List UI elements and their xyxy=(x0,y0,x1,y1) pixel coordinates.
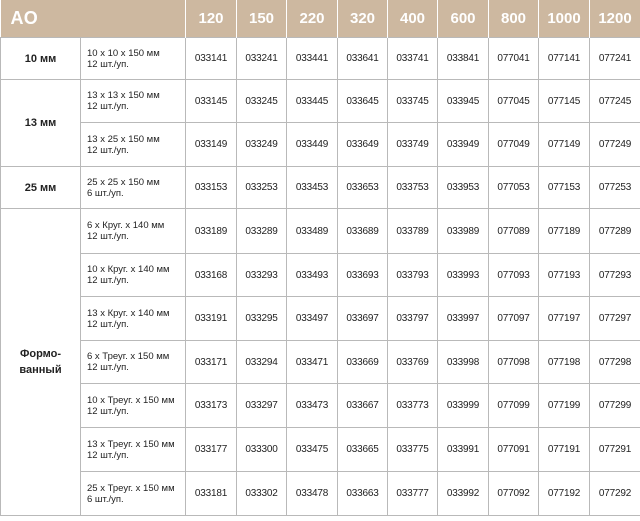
product-code-cell: 033693 xyxy=(338,254,388,297)
product-code-cell: 033145 xyxy=(186,80,237,123)
product-code-cell: 077241 xyxy=(590,38,640,80)
product-size: 25 x Треуг. x 150 мм xyxy=(87,482,175,494)
table-row xyxy=(1,384,640,428)
product-size: 10 x Круг. x 140 мм xyxy=(87,264,170,275)
product-code-cell: 033493 xyxy=(287,254,338,297)
product-code-cell: 077293 xyxy=(590,254,640,297)
table-row xyxy=(1,123,640,167)
pack-quantity: 12 шт./уп. xyxy=(87,405,129,417)
table-row xyxy=(1,209,640,254)
pack-quantity: 6 шт./уп. xyxy=(87,493,124,505)
product-code-cell: 033173 xyxy=(186,384,237,428)
product-code-cell: 033191 xyxy=(186,297,237,341)
product-code-cell: 033473 xyxy=(287,384,338,428)
product-code-cell: 033300 xyxy=(237,428,287,472)
product-code-cell: 033653 xyxy=(338,167,388,209)
column-header: 400 xyxy=(388,0,438,38)
product-code-cell: 077298 xyxy=(590,341,640,384)
product-code-cell: 033773 xyxy=(388,384,438,428)
product-code-cell: 033753 xyxy=(388,167,438,209)
product-code-cell: 033294 xyxy=(237,341,287,384)
product-description xyxy=(81,209,186,254)
product-code-cell: 077199 xyxy=(539,384,590,428)
product-code-cell: 033649 xyxy=(338,123,388,167)
product-code-cell: 033177 xyxy=(186,428,237,472)
table-row xyxy=(1,80,640,123)
product-code-cell: 033293 xyxy=(237,254,287,297)
product-code-cell: 033775 xyxy=(388,428,438,472)
product-size: 10 x Треуг. x 150 мм xyxy=(87,394,175,406)
product-code-cell: 033153 xyxy=(186,167,237,209)
group-label: 25 мм xyxy=(1,167,81,209)
product-description xyxy=(81,384,186,428)
product-code-cell: 033745 xyxy=(388,80,438,123)
product-code-cell: 033189 xyxy=(186,209,237,254)
pack-quantity: 12 шт./уп. xyxy=(87,58,129,70)
column-header: 320 xyxy=(338,0,388,38)
group-label-line: Формо- xyxy=(19,348,62,360)
product-code-cell: 033168 xyxy=(186,254,237,297)
product-code-cell: 033475 xyxy=(287,428,338,472)
product-code-cell: 077145 xyxy=(539,80,590,123)
product-code-cell: 033953 xyxy=(438,167,489,209)
table-row xyxy=(1,297,640,341)
product-code-cell: 033253 xyxy=(237,167,287,209)
product-code-cell: 033441 xyxy=(287,38,338,80)
product-code-cell: 077049 xyxy=(489,123,539,167)
product-code-cell: 033797 xyxy=(388,297,438,341)
product-size: 6 x Круг. x 140 мм xyxy=(87,220,165,231)
product-code-cell: 077192 xyxy=(539,472,590,516)
product-code-cell: 033149 xyxy=(186,123,237,167)
product-code-cell: 033245 xyxy=(237,80,287,123)
product-code-cell: 077097 xyxy=(489,297,539,341)
product-code-cell: 033949 xyxy=(438,123,489,167)
group-label: 10 мм xyxy=(1,38,81,80)
product-code-cell: 077253 xyxy=(590,167,640,209)
product-code-cell: 077297 xyxy=(590,297,640,341)
product-code-cell: 033445 xyxy=(287,80,338,123)
product-description xyxy=(81,38,186,80)
product-code-cell: 033999 xyxy=(438,384,489,428)
group-label-line: ванный xyxy=(19,364,62,376)
product-code-cell: 077149 xyxy=(539,123,590,167)
pack-quantity: 12 шт./уп. xyxy=(87,275,129,286)
product-description xyxy=(81,297,186,341)
column-header: 220 xyxy=(287,0,338,38)
product-size: 13 x 13 x 150 мм xyxy=(87,90,160,101)
product-code-cell: 033667 xyxy=(338,384,388,428)
product-code-cell: 033991 xyxy=(438,428,489,472)
product-size: 13 x Круг. x 140 мм xyxy=(87,307,170,319)
table-title: АО xyxy=(1,0,186,38)
product-code-cell: 033171 xyxy=(186,341,237,384)
product-code-cell: 077091 xyxy=(489,428,539,472)
product-code-cell: 033453 xyxy=(287,167,338,209)
pack-quantity: 12 шт./уп. xyxy=(87,318,129,330)
product-code-cell: 033997 xyxy=(438,297,489,341)
header-row xyxy=(1,0,640,38)
product-code-cell: 077053 xyxy=(489,167,539,209)
pack-quantity: 6 шт./уп. xyxy=(87,187,124,199)
pack-quantity: 12 шт./уп. xyxy=(87,231,129,242)
product-description xyxy=(81,123,186,167)
product-code-cell: 033689 xyxy=(338,209,388,254)
product-size: 13 x Треуг. x 150 мм xyxy=(87,438,175,450)
table-row xyxy=(1,167,640,209)
product-code-cell: 077291 xyxy=(590,428,640,472)
product-code-cell: 077141 xyxy=(539,38,590,80)
product-code-cell: 033241 xyxy=(237,38,287,80)
pack-quantity: 12 шт./уп. xyxy=(87,101,129,112)
product-code-cell: 033945 xyxy=(438,80,489,123)
product-code-cell: 033697 xyxy=(338,297,388,341)
product-code-cell: 033297 xyxy=(237,384,287,428)
group-label xyxy=(1,209,81,516)
product-code-cell: 033471 xyxy=(287,341,338,384)
product-code-cell: 033645 xyxy=(338,80,388,123)
product-code-cell: 033769 xyxy=(388,341,438,384)
column-header: 150 xyxy=(237,0,287,38)
product-code-cell: 033295 xyxy=(237,297,287,341)
product-code-cell: 033777 xyxy=(388,472,438,516)
product-code-cell: 077191 xyxy=(539,428,590,472)
product-code-cell: 033489 xyxy=(287,209,338,254)
column-header: 1200 xyxy=(590,0,640,38)
product-code-cell: 077099 xyxy=(489,384,539,428)
product-code-cell: 077198 xyxy=(539,341,590,384)
table-row xyxy=(1,341,640,384)
product-code-cell: 077089 xyxy=(489,209,539,254)
table-row xyxy=(1,38,640,80)
column-header: 600 xyxy=(438,0,489,38)
product-code-cell: 033289 xyxy=(237,209,287,254)
product-code-cell: 033992 xyxy=(438,472,489,516)
product-code-cell: 077098 xyxy=(489,341,539,384)
product-description xyxy=(81,254,186,297)
product-code-cell: 033749 xyxy=(388,123,438,167)
group-label: 13 мм xyxy=(1,80,81,167)
product-description xyxy=(81,428,186,472)
product-code-cell: 033789 xyxy=(388,209,438,254)
product-code-cell: 077189 xyxy=(539,209,590,254)
product-code-cell: 033993 xyxy=(438,254,489,297)
product-description xyxy=(81,80,186,123)
product-size: 25 x 25 x 150 мм xyxy=(87,176,160,188)
product-code-cell: 033181 xyxy=(186,472,237,516)
product-code-cell: 033998 xyxy=(438,341,489,384)
product-code-cell: 033665 xyxy=(338,428,388,472)
product-code-cell: 033478 xyxy=(287,472,338,516)
product-code-cell: 077289 xyxy=(590,209,640,254)
product-code-cell: 077193 xyxy=(539,254,590,297)
product-code-cell: 033741 xyxy=(388,38,438,80)
product-code-cell: 077299 xyxy=(590,384,640,428)
column-header: 120 xyxy=(186,0,237,38)
table-row xyxy=(1,472,640,516)
column-header: 1000 xyxy=(539,0,590,38)
product-code-cell: 077092 xyxy=(489,472,539,516)
pack-quantity: 12 шт./уп. xyxy=(87,144,129,156)
product-code-cell: 033641 xyxy=(338,38,388,80)
product-description xyxy=(81,341,186,384)
pack-quantity: 12 шт./уп. xyxy=(87,449,129,461)
product-code-cell: 077153 xyxy=(539,167,590,209)
product-code-cell: 077093 xyxy=(489,254,539,297)
product-code-cell: 077041 xyxy=(489,38,539,80)
product-code-cell: 033249 xyxy=(237,123,287,167)
product-code-cell: 033793 xyxy=(388,254,438,297)
product-code-cell: 033989 xyxy=(438,209,489,254)
product-code-cell: 033669 xyxy=(338,341,388,384)
column-header: 800 xyxy=(489,0,539,38)
product-code-cell: 033841 xyxy=(438,38,489,80)
product-code-cell: 033141 xyxy=(186,38,237,80)
product-code-cell: 033449 xyxy=(287,123,338,167)
product-code-cell: 077292 xyxy=(590,472,640,516)
product-code-cell: 033497 xyxy=(287,297,338,341)
product-size: 10 x 10 x 150 мм xyxy=(87,47,160,59)
product-size: 6 x Треуг. x 150 мм xyxy=(87,351,170,362)
product-code-cell: 077197 xyxy=(539,297,590,341)
table-row xyxy=(1,254,640,297)
product-description xyxy=(81,472,186,516)
product-code-cell: 077245 xyxy=(590,80,640,123)
product-description xyxy=(81,167,186,209)
pack-quantity: 12 шт./уп. xyxy=(87,362,129,373)
product-code-cell: 033663 xyxy=(338,472,388,516)
product-code-cell: 077045 xyxy=(489,80,539,123)
product-size: 13 x 25 x 150 мм xyxy=(87,133,160,145)
table-row xyxy=(1,428,640,472)
product-code-cell: 077249 xyxy=(590,123,640,167)
product-code-cell: 033302 xyxy=(237,472,287,516)
